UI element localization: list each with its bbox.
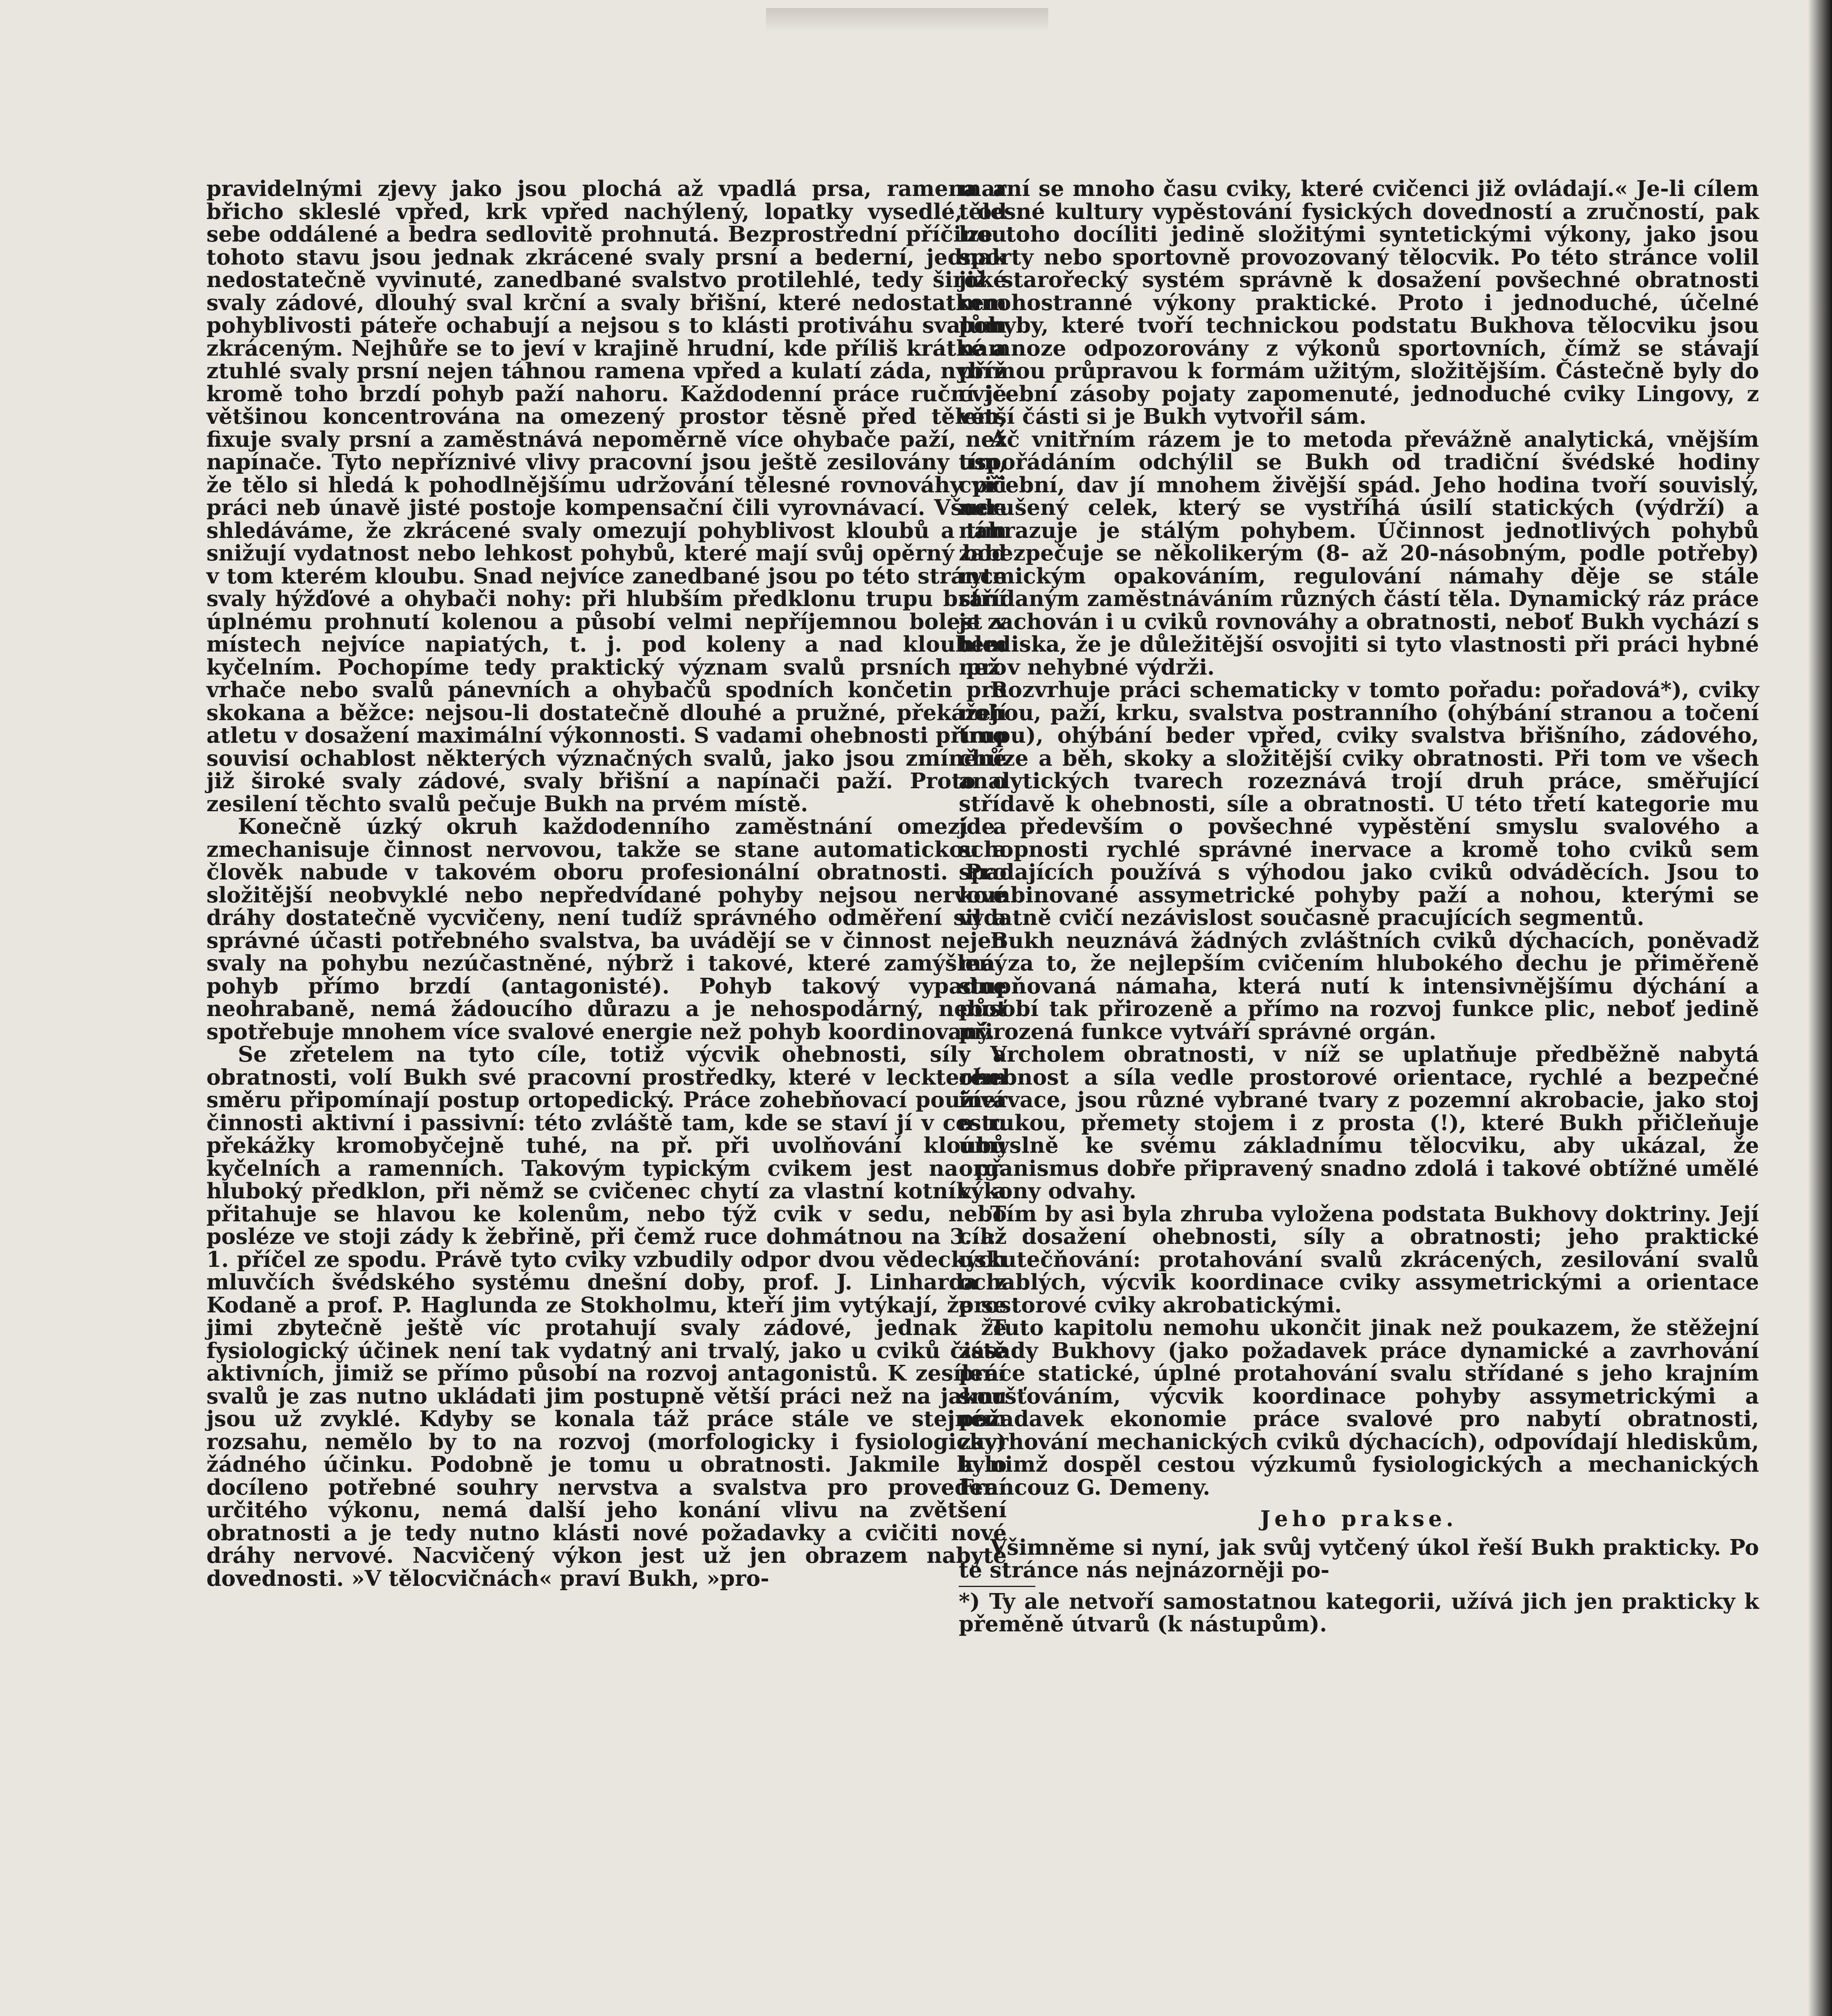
right-paragraph-8: Všimněme si nyní, jak svůj vytčený úkol řeší Bukh prakticky. Po té stránce nás nejnázorněji po-	[959, 1535, 1759, 1583]
right-paragraph-7: Tuto kapitolu nemohu ukončit jinak než poukazem, že stěžejní zásady Bukhovy (jako požadavek práce dynamické a zavrhování práce statické, úplné protahování svalu střídané s jeho krajním smršťováním, výcvik koordinace pohyby assymetrickými a požadavek ekonomie práce svalové pro nabytí obratnosti, zavrhování mechanických cviků dýchacích), odpovídají hlediskům, k nimž dospěl cestou výzkumů fysiologických a mechanických Francouz G. Demeny.	[959, 1315, 1759, 1500]
left-paragraph-1: pravidelnými zjevy jako jsou plochá až vpadlá prsa, ramena a břicho skleslé vpřed, krk vpřed nachýlený, lopatky vysedlé, od sebe oddálené a bedra sedlovitě prohnutá. Bezprostřední příčinou tohoto stavu jsou jednak zkrácené svaly prsní a bederní, jednak nedostatečně vyvinuté, zanedbané svalstvo protilehlé, tedy široké svaly zádové, dlouhý sval krční a svaly břišní, které nedostatkem pohyblivosti páteře ochabují a nejsou s to klásti protiváhu svalům zkráceným. Nejhůře se to jeví v krajině hrudní, kde příliš krátké a ztuhlé svaly prsní nejen táhnou ramena vpřed a kulatí záda, nybrž kromě toho brzdí pohyb paží nahoru. Každodenní práce ruční je většinou koncentrována na omezený prostor těsně před tělem, fixuje svaly prsní a zaměstnává nepoměrně více ohybače paží, než napínače. Tyto nepříznivé vlivy pracovní jsou ještě zesilovány tím, že tělo si hledá k pohodlnějšímu udržování tělesné rovnováhy při práci neb únavě jisté postoje kompensační čili vyrovnávací. Všude shledáváme, že zkrácené svaly omezují pohyblivost kloubů a tím snižují vydatnost nebo lehkost pohybů, které mají svůj opěrný bod v tom kterém kloubu. Snad nejvíce zanedbané jsou po této stránce svaly hýžďové a ohybači nohy: při hlubším předklonu trupu brání úplnému prohnutí kolenou a působí velmi nepříjemnou bolest v místech nejvíce napiatých, t. j. pod koleny a nad kloubem kyčelním. Pochopíme tedy praktický význam svalů prsních pro vrhače nebo svalů pánevních a ohybačů spodních končetin pro skokana a běžce: nejsou-li dostatečně dlouhé a pružné, překážejí atletu v dosažení maximální výkonnosti. S vadami ohebnosti přímo souvisí ochablost některých význačných svalů, jako jsou zmíněné již široké svaly zádové, svaly břišní a napínači paží. Proto o zesilení těchto svalů pečuje Bukh na prvém místě.	[206, 176, 1007, 816]
left-paragraph-2: Konečně úzký okruh každodenního zaměstnání omezí a zmechanisuje činnost nervovou, takže se stane automatickou a člověk nabude v takovém oboru profesionální obratnosti. Pro složitější neobvyklé nebo nepředvídané pohyby nejsou nervové dráhy dostatečně vycvičeny, není tudíž správného odměření sil a správné účasti potřebného svalstva, ba uvádějí se v činnost nejen svaly na pohybu nezúčastněné, nýbrž i takové, které zamýšlený pohyb přímo brzdí (antagonisté). Pohyb takový vypadne neohrabaně, nemá žádoucího důrazu a je nehospodárný, neboť spotřebuje mnohem více svalové energie než pohyb koordinovaný.	[206, 814, 1007, 1044]
scan-smudge	[766, 8, 1048, 32]
left-paragraph-3: Se zřetelem na tyto cíle, totiž výcvik ohebnosti, síly a obratnosti, volí Bukh své pracovní prostředky, které v leckterém směru připomínají postup ortopedický. Práce zohebňovací používá činnosti aktivní i passivní: této zvláště tam, kde se staví jí v cestu překážky kromobyčejně tuhé, na př. při uvolňování kloubů kyčelních a ramenních. Takovým typickým cvikem jest na př. hluboký předklon, při němž se cvičenec chytí za vlastní kotníky a přitahuje se hlavou ke kolenům, nebo týž cvik v sedu, nebo posléze ve stoji zády k žebřině, při čemž ruce dohmátnou na 3. až 1. příčel ze spodu. Právě tyto cviky vzbudily odpor dvou vědeckých mluvčích švédského systému dnešní doby, prof. J. Linharda z Kodaně a prof. P. Haglunda ze Stokholmu, kteří jim vytýkají, že se jimi zbytečně ještě víc protahují svaly zádové, jednak že fysiologický účinek není tak vydatný ani trvalý, jako u cviků čistě aktivních, jimiž se přímo působí na rozvoj antagonistů. K zesílení svalů je zas nutno ukládati jim postupně větší práci než na jakou jsou už zvyklé. Kdyby se konala táž práce stále ve stejném rozsahu, nemělo by to na rozvoj (morfologicky i fysiologicky) žádného účinku. Podobně je tomu u obratnosti. Jakmile bylo docíleno potřebné souhry nervstva a svalstva pro provedení určitého výkonu, nemá další jeho konání vlivu na zvětšení obratnosti a je tedy nutno klásti nové požadavky a cvičiti nové dráhy nervové. Nacvičený výkon jest už jen obrazem nabyté dovednosti. »V tělocvičnách« praví Bukh, »pro-	[206, 1042, 1007, 1591]
left-column	[206, 177, 1007, 1590]
right-paragraph-1: marní se mnoho času cviky, které cvičenci již ovládají.« Je-li cílem tělesné kultury vypěstování fysických dovedností a zručností, pak lze toho docíliti jedině složitými syntetickými výkony, jako jsou sporty nebo sportovně provozovaný tělocvik. Po této stránce volil již starořecký systém správně k dosažení povšechné obratnosti mnohostranné výkony praktické. Proto i jednoduché, účelné pohyby, které tvoří technickou podstatu Bukhova tělocviku jsou namnoze odpozorovány z výkonů sportovních, čímž se stávají přímou průpravou k formám užitým, složitějším. Částečně byly do cvičební zásoby pojaty zapomenuté, jednoduché cviky Lingovy, z větší části si je Bukh vytvořil sám.	[959, 176, 1759, 429]
scan-edge-shadow	[1808, 0, 1832, 2016]
section-heading: Jeho prakse.	[1260, 1506, 1458, 1531]
right-column	[959, 177, 1759, 1636]
right-paragraph-4: Bukh neuznává žádných zvláštních cviků dýchacích, poněvadž má za to, že nejlepším cvičením hlubokého dechu je přiměřeně stupňovaná námaha, která nutí k intensivnějšímu dýchání a působí tak přirozeně a přímo na rozvoj funkce plic, neboť jedině přirozená funkce vytváří správné orgán.	[959, 928, 1759, 1044]
right-paragraph-5: Vrcholem obratnosti, v níž se uplatňuje předběžně nabytá ohebnost a síla vedle prostorové orientace, rychlé a bezpečné inervace, jsou různé vybrané tvary z pozemní akrobacie, jako stoj o rukou, přemety stojem i z prosta (!), které Bukh přičleňuje úmyslně ke svému základnímu tělocviku, aby ukázal, že organismus dobře připravený snadno zdolá i takové obtížné umělé výkony odvahy.	[959, 1042, 1759, 1204]
footnote: *) Ty ale netvoří samostatnou kategorii, užívá jich jen prakticky k přeměně útvarů (k nástupům).	[959, 1589, 1759, 1637]
right-paragraph-6: Tím by asi byla zhruba vyložena podstata Bukhovy doktriny. Její cíl: dosažení ohebnosti, síly a obratnosti; jeho praktické uskutečňování: protahování svalů zkrácených, zesilování svalů ochablých, výcvik koordinace cviky assymetrickými a orientace prostorové cviky akrobatickými.	[959, 1201, 1759, 1318]
footnote-rule	[959, 1586, 1035, 1587]
right-paragraph-3: Rozvrhuje práci schematicky v tomto pořadu: pořadová*), cviky nohou, paží, krku, svalstva postranního (ohýbání stranou a točení trupu), ohýbání beder vpřed, cviky svalstva břišního, zádového, chůze a běh, skoky a složitější cviky obratnosti. Při tom ve všech analytických tvarech rozeznává trojí druh práce, směřující střídavě k ohebnosti, síle a obratnosti. U této třetí kategorie mu jde především o povšechné vypěstění smyslu svalového a schopnosti rychlé správné inervace a kromě toho cviků sem spadajících používá s výhodou jako cviků odváděcích. Jsou to kombinované assymetrické pohyby paží a nohou, kterými se vydatně cvičí nezávislost současně pracujících segmentů.	[959, 677, 1759, 930]
right-paragraph-2: Ač vnitřním rázem je to metoda převážně analytická, vnějším uspořádáním odchýlil se Bukh od tradiční švédské hodiny cvičební, dav jí mnohem živější spád. Jeho hodina tvoří souvislý, nerušený celek, který se vystříhá úsilí statických (výdrží) a nahrazuje je stálým pohybem. Účinnost jednotlivých pohybů zabezpečuje se několikerým (8- až 20-násobným, podle potřeby) rytmickým opakováním, regulování námahy děje se stále střídaným zaměstnáváním různých částí těla. Dynamický ráz práce je zachován i u cviků rovnováhy a obratnosti, neboť Bukh vychází s hlediska, že je důležitější osvojiti si tyto vlastnosti při práci hybné než v nehybné výdrži.	[959, 427, 1759, 680]
